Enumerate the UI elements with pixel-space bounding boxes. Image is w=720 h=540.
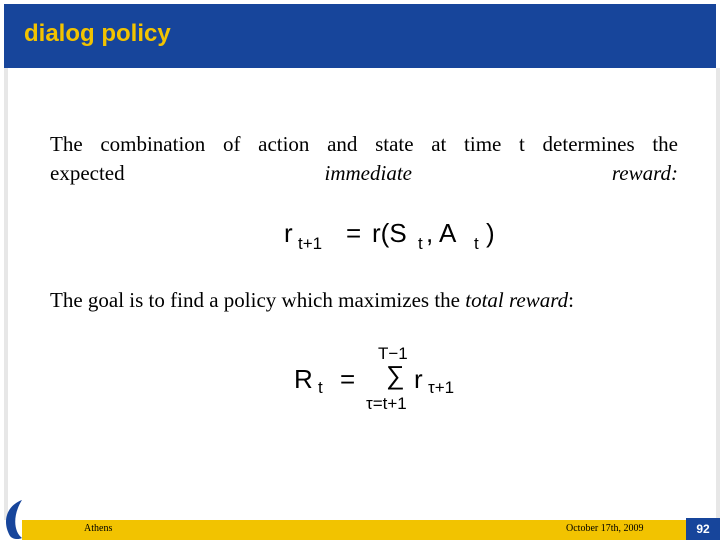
total-reward-term: total reward xyxy=(465,288,569,312)
eq2-r: r xyxy=(414,364,423,394)
eq2-upper-limit: T−1 xyxy=(378,344,408,363)
eq1-comma-a: , A xyxy=(426,218,457,248)
equation-total-reward xyxy=(294,344,514,414)
paragraph-line-2 xyxy=(50,159,678,188)
eq2-lower-limit: τ=t+1 xyxy=(366,394,407,413)
page-number: 92 xyxy=(696,522,710,536)
eq1-equals: = xyxy=(346,218,362,248)
paragraph-line-1: The combination of action and state at time t determines the xyxy=(50,132,678,156)
eq1-r: r xyxy=(284,218,293,248)
footer-location: Athens xyxy=(84,523,113,534)
paragraph-line-2-prefix: expected xyxy=(50,161,325,185)
eq2-sigma: ∑ xyxy=(386,360,405,390)
footer-date: October 17th, 2009 xyxy=(566,523,644,534)
eq2-R-subscript: t xyxy=(318,378,323,397)
equation-immediate-reward xyxy=(284,214,524,258)
paragraph2-prefix: The goal is to find a policy which maximizes the xyxy=(50,288,466,312)
eq1-s-subscript: t xyxy=(418,234,423,253)
eq1-r-subscript: t+1 xyxy=(298,234,323,253)
slide-title: dialog policy xyxy=(24,20,171,47)
paragraph2-suffix: : xyxy=(568,288,574,312)
paragraph-immediate-reward xyxy=(50,130,678,188)
paragraph-total-reward xyxy=(50,286,678,315)
eq2-equals: = xyxy=(340,364,356,394)
eq1-close-paren: ) xyxy=(486,218,495,248)
eq1-a-subscript: t xyxy=(474,234,479,253)
eq1-function: r(S xyxy=(372,218,407,248)
page-number-box xyxy=(686,518,720,540)
eq2-r-subscript: τ+1 xyxy=(428,378,455,397)
immediate-reward-term: immediate reward: xyxy=(324,161,678,185)
eq2-R: R xyxy=(294,364,313,394)
